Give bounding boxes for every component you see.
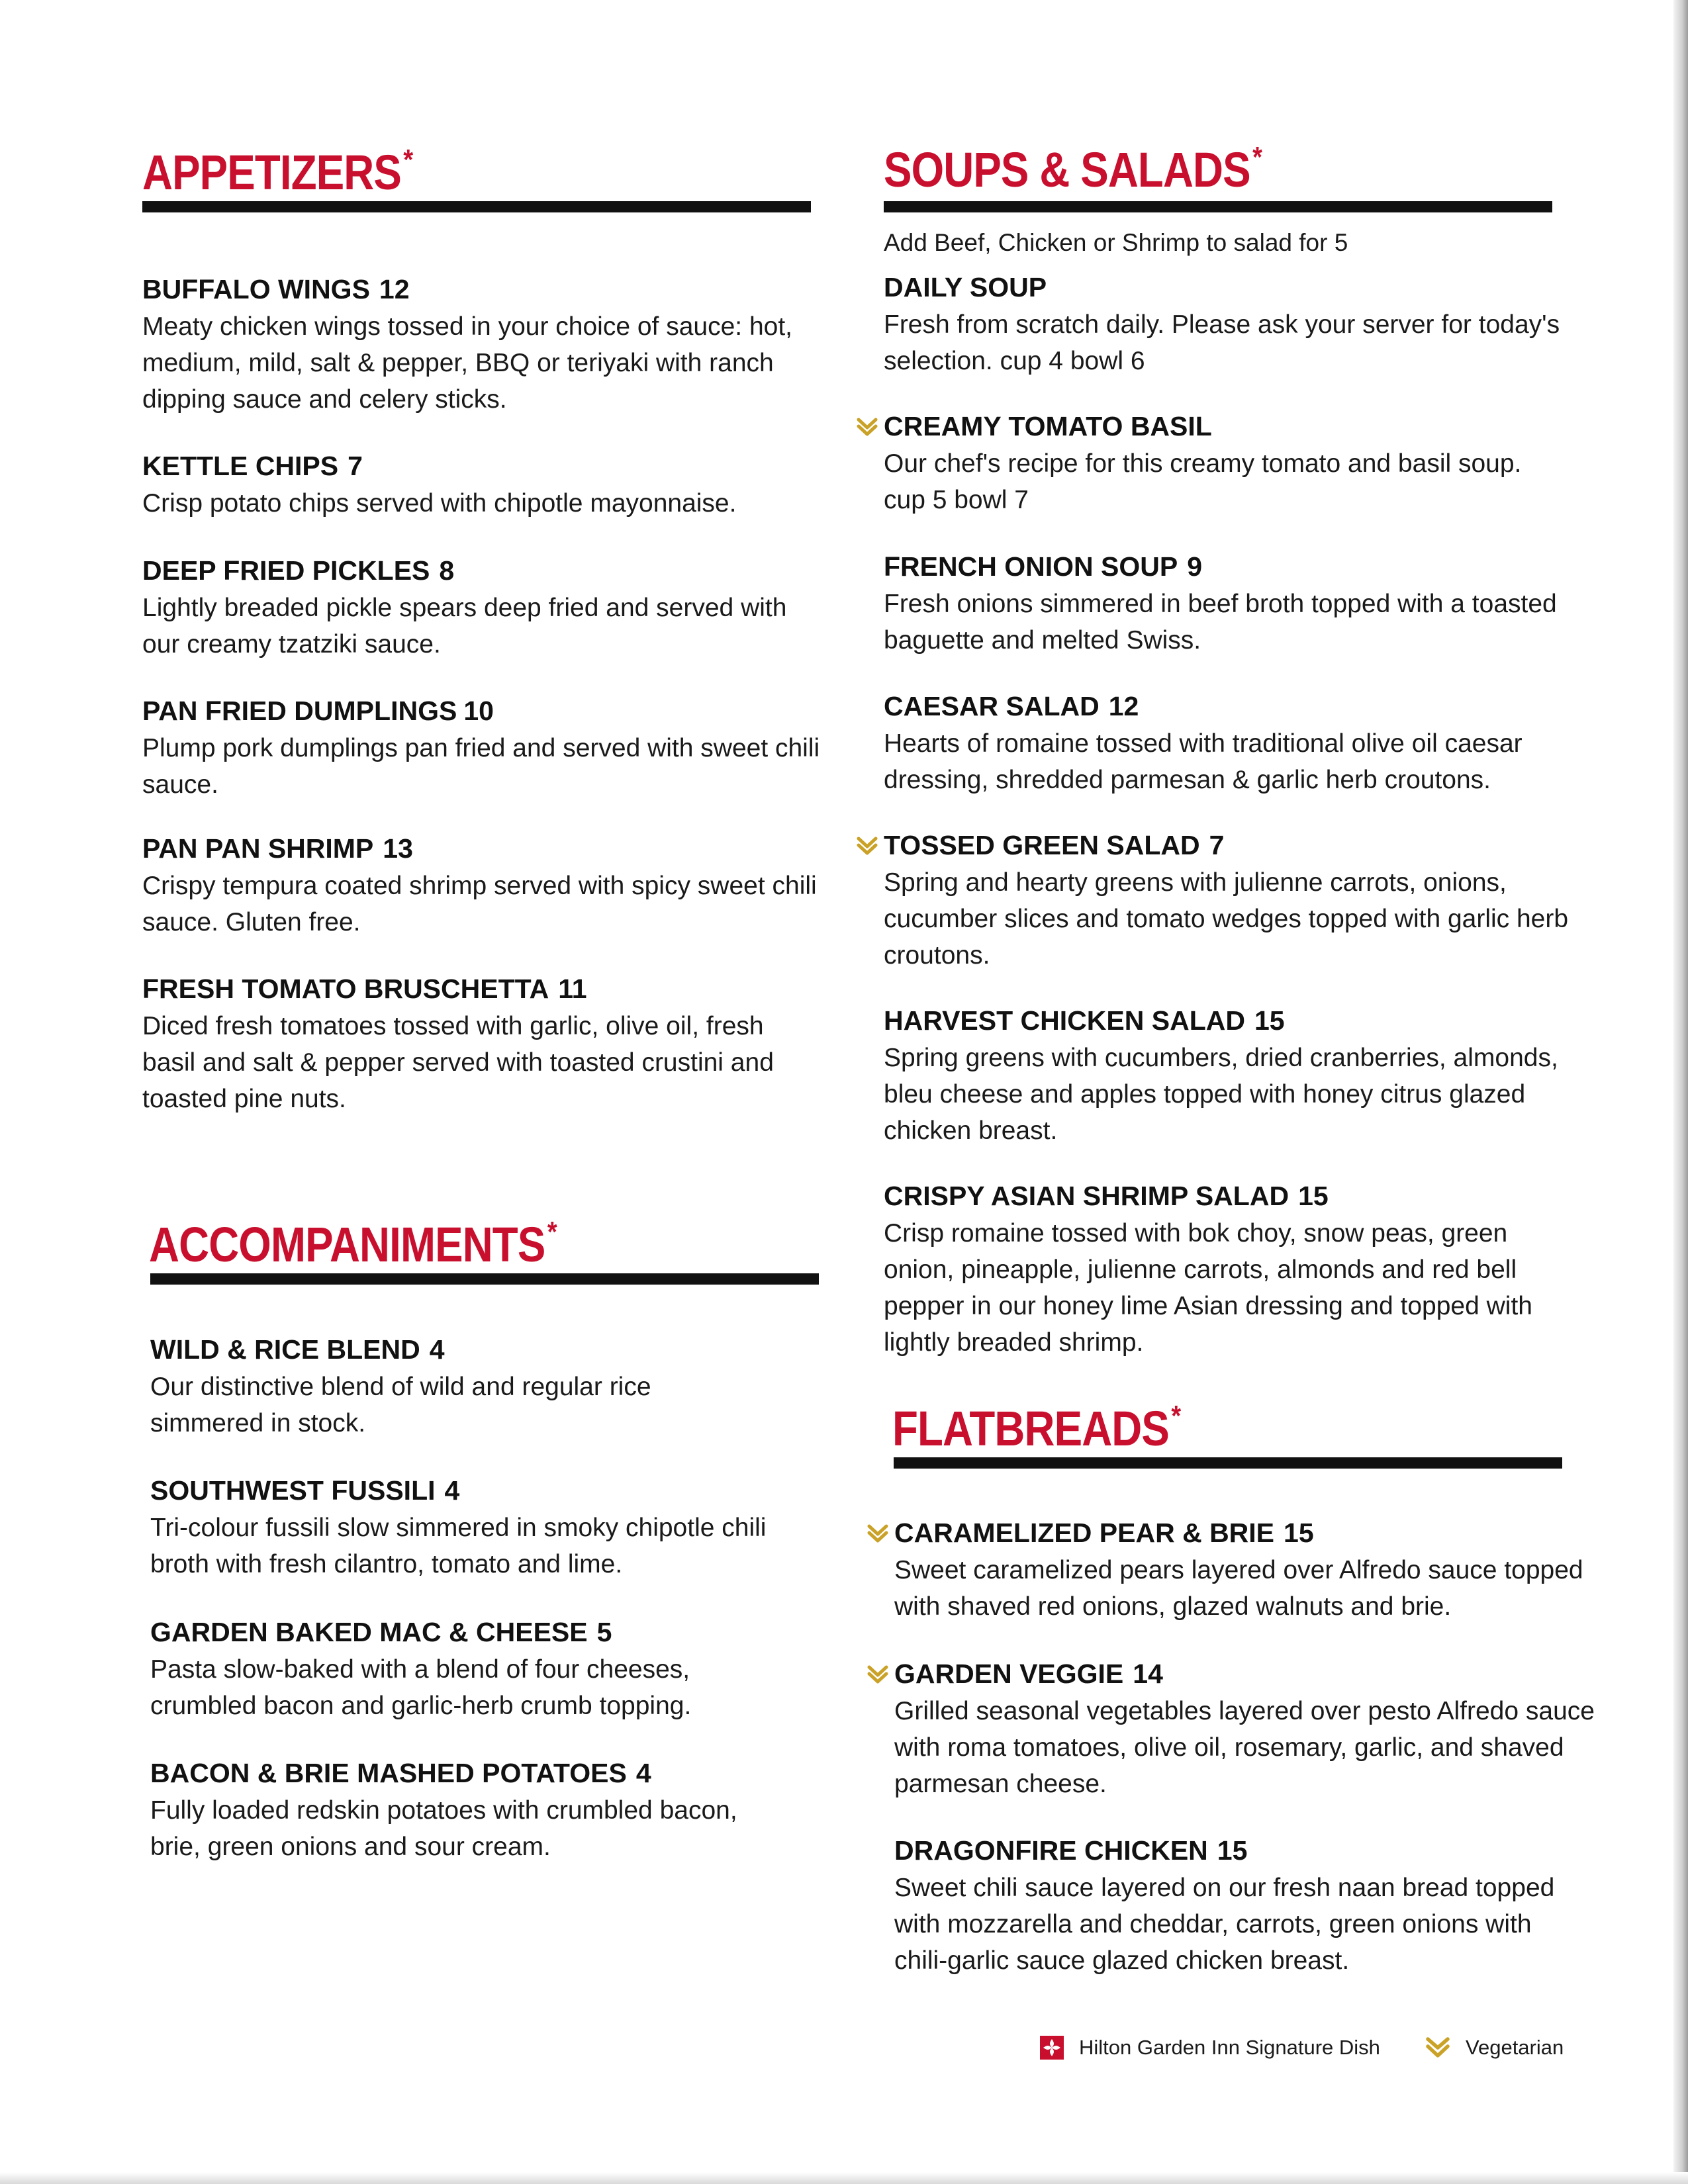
item-description: Spring greens with cucumbers, dried cranberries, almonds, bleu cheese and apples topped with honey citrus glazed chicken breast. [884, 1044, 1558, 1146]
item-description: Tri-colour fussili slow simmered in smoky chipotle chili broth with fresh cilantro, tomato and lime. [150, 1514, 767, 1579]
vegetarian-icon [856, 416, 878, 438]
menu-item-garden-baked-mac-cheese [150, 1616, 829, 1724]
menu-item-caesar-salad [884, 690, 1609, 798]
item-description: Spring and hearty greens with julienne carrots, onions, cucumber slices and tomato wedges topped with garlic herb croutons. [884, 868, 1569, 970]
legend-vegetarian-label: Vegetarian [1466, 2036, 1564, 2059]
item-name: PAN FRIED DUMPLINGS 10 [142, 696, 494, 726]
legend-vegetarian [1425, 2035, 1564, 2060]
item-name: DEEP FRIED PICKLES 8 [142, 555, 455, 586]
item-description: Hearts of romaine tossed with traditional olive oil caesar dressing, shredded parmesan & garlic herb croutons. [884, 729, 1523, 795]
legend-signature-label: Hilton Garden Inn Signature Dish [1079, 2036, 1380, 2059]
menu-item-bacon-brie-mashed-potatoes [150, 1757, 829, 1865]
menu-item-harvest-chicken-salad [884, 1005, 1609, 1149]
item-description: Sweet caramelized pears layered over Alfredo sauce topped with shaved red onions, glazed walnuts and brie. [894, 1556, 1583, 1621]
item-name: SOUTHWEST FUSSILI 4 [150, 1475, 460, 1506]
item-name: CREAMY TOMATO BASIL [884, 411, 1212, 441]
accompaniments-title: ACCOMPANIMENTS* [149, 1216, 557, 1272]
item-description: Diced fresh tomatoes tossed with garlic, olive oil, fresh basil and salt & pepper served with toasted crustini and toasted pine nuts. [142, 1012, 774, 1114]
item-name: DAILY SOUP [884, 272, 1047, 302]
vegetarian-icon [867, 1522, 889, 1545]
item-description: Our chef's recipe for this creamy tomato and basil soup. cup 5 bowl 7 [884, 449, 1522, 515]
item-description: Meaty chicken wings tossed in your choice of sauce: hot, medium, mild, salt & pepper, BBQ or teriyaki with ranch dipping sauce and celery sticks. [142, 312, 793, 414]
item-name: FRENCH ONION SOUP 9 [884, 551, 1203, 582]
menu-item-daily-soup [884, 271, 1609, 379]
soups-salads-title: SOUPS & SALADS* [884, 141, 1262, 197]
menu-item-french-onion-soup [884, 551, 1609, 659]
item-name: CAESAR SALAD 12 [884, 691, 1139, 721]
menu-item-pan-fried-dumplings [142, 695, 821, 803]
vegetarian-icon [856, 835, 878, 857]
menu-item-wild-rice-blend [150, 1334, 829, 1441]
item-description: Fresh from scratch daily. Please ask your server for today's selection. cup 4 bowl 6 [884, 310, 1560, 376]
item-name: CRISPY ASIAN SHRIMP SALAD 15 [884, 1181, 1329, 1211]
item-description: Crispy tempura coated shrimp served with spicy sweet chili sauce. Gluten free. [142, 872, 817, 937]
flatbreads-rule [894, 1457, 1562, 1469]
item-description: Sweet chili sauce layered on our fresh naan bread topped with mozzarella and cheddar, carrots, green onions with chili-garlic sauce glazed chicken breast. [894, 1874, 1555, 1976]
vegetarian-icon [1425, 2035, 1451, 2060]
item-name: BACON & BRIE MASHED POTATOES 4 [150, 1758, 651, 1788]
item-description: Pasta slow-baked with a blend of four cheeses, crumbled bacon and garlic-herb crumb topping. [150, 1655, 692, 1721]
item-description: Lightly breaded pickle spears deep fried and served with our creamy tzatziki sauce. [142, 594, 787, 659]
item-description: Our distinctive blend of wild and regular rice simmered in stock. [150, 1373, 651, 1438]
signature-dish-icon [1039, 2035, 1064, 2060]
item-name: GARDEN BAKED MAC & CHEESE 5 [150, 1617, 612, 1647]
item-name: WILD & RICE BLEND 4 [150, 1334, 445, 1365]
vegetarian-icon [867, 1663, 889, 1686]
flatbreads-title: FLATBREADS* [892, 1400, 1181, 1456]
menu-item-crispy-asian-shrimp-salad [884, 1180, 1609, 1361]
menu-item-pan-pan-shrimp [142, 833, 821, 940]
item-description: Fully loaded redskin potatoes with crumbled bacon, brie, green onions and sour cream. [150, 1796, 737, 1862]
menu-item-caramelized-pear-brie [894, 1517, 1619, 1625]
menu-item-buffalo-wings [142, 273, 821, 418]
salad-add-protein-note: Add Beef, Chicken or Shrimp to salad for 5 [884, 229, 1348, 256]
item-name: TOSSED GREEN SALAD 7 [884, 830, 1225, 860]
appetizers-rule [142, 201, 811, 212]
menu-item-deep-fried-pickles [142, 555, 821, 662]
item-name: PAN PAN SHRIMP 13 [142, 833, 413, 864]
accompaniments-rule [150, 1273, 819, 1285]
menu-item-fresh-tomato-bruschetta [142, 973, 821, 1117]
menu-item-tossed-green-salad [884, 829, 1609, 974]
page-bottom-shadow [0, 2172, 1688, 2184]
legend-signature-dish [1039, 2035, 1380, 2060]
item-name: KETTLE CHIPS 7 [142, 451, 363, 481]
page-edge-shadow [1673, 0, 1688, 2184]
menu-item-garden-veggie [894, 1658, 1619, 1802]
menu-item-dragonfire-chicken [894, 1835, 1619, 1979]
menu-item-kettle-chips [142, 450, 821, 522]
appetizers-title: APPETIZERS* [142, 144, 413, 200]
item-description: Grilled seasonal vegetables layered over pesto Alfredo sauce with roma tomatoes, olive oil, rosemary, garlic, and shaved parmesan cheese. [894, 1697, 1595, 1799]
item-name: GARDEN VEGGIE 14 [894, 1659, 1163, 1689]
soups-salads-rule [884, 201, 1552, 212]
item-name: FRESH TOMATO BRUSCHETTA 11 [142, 974, 587, 1004]
menu-item-southwest-fussili [150, 1475, 829, 1582]
item-name: HARVEST CHICKEN SALAD 15 [884, 1005, 1285, 1036]
item-description: Fresh onions simmered in beef broth topped with a toasted baguette and melted Swiss. [884, 590, 1557, 655]
item-description: Crisp potato chips served with chipotle mayonnaise. [142, 489, 737, 518]
item-name: BUFFALO WINGS 12 [142, 274, 410, 304]
item-description: Crisp romaine tossed with bok choy, snow peas, green onion, pineapple, julienne carrots, almonds and red bell pepper in our honey lime Asian dressing and topped with lightly breaded shrimp. [884, 1219, 1532, 1357]
item-name: CARAMELIZED PEAR & BRIE 15 [894, 1518, 1314, 1548]
menu-item-creamy-tomato-basil [884, 410, 1609, 518]
item-description: Plump pork dumplings pan fried and served with sweet chili sauce. [142, 734, 820, 799]
item-name: DRAGONFIRE CHICKEN 15 [894, 1835, 1248, 1866]
